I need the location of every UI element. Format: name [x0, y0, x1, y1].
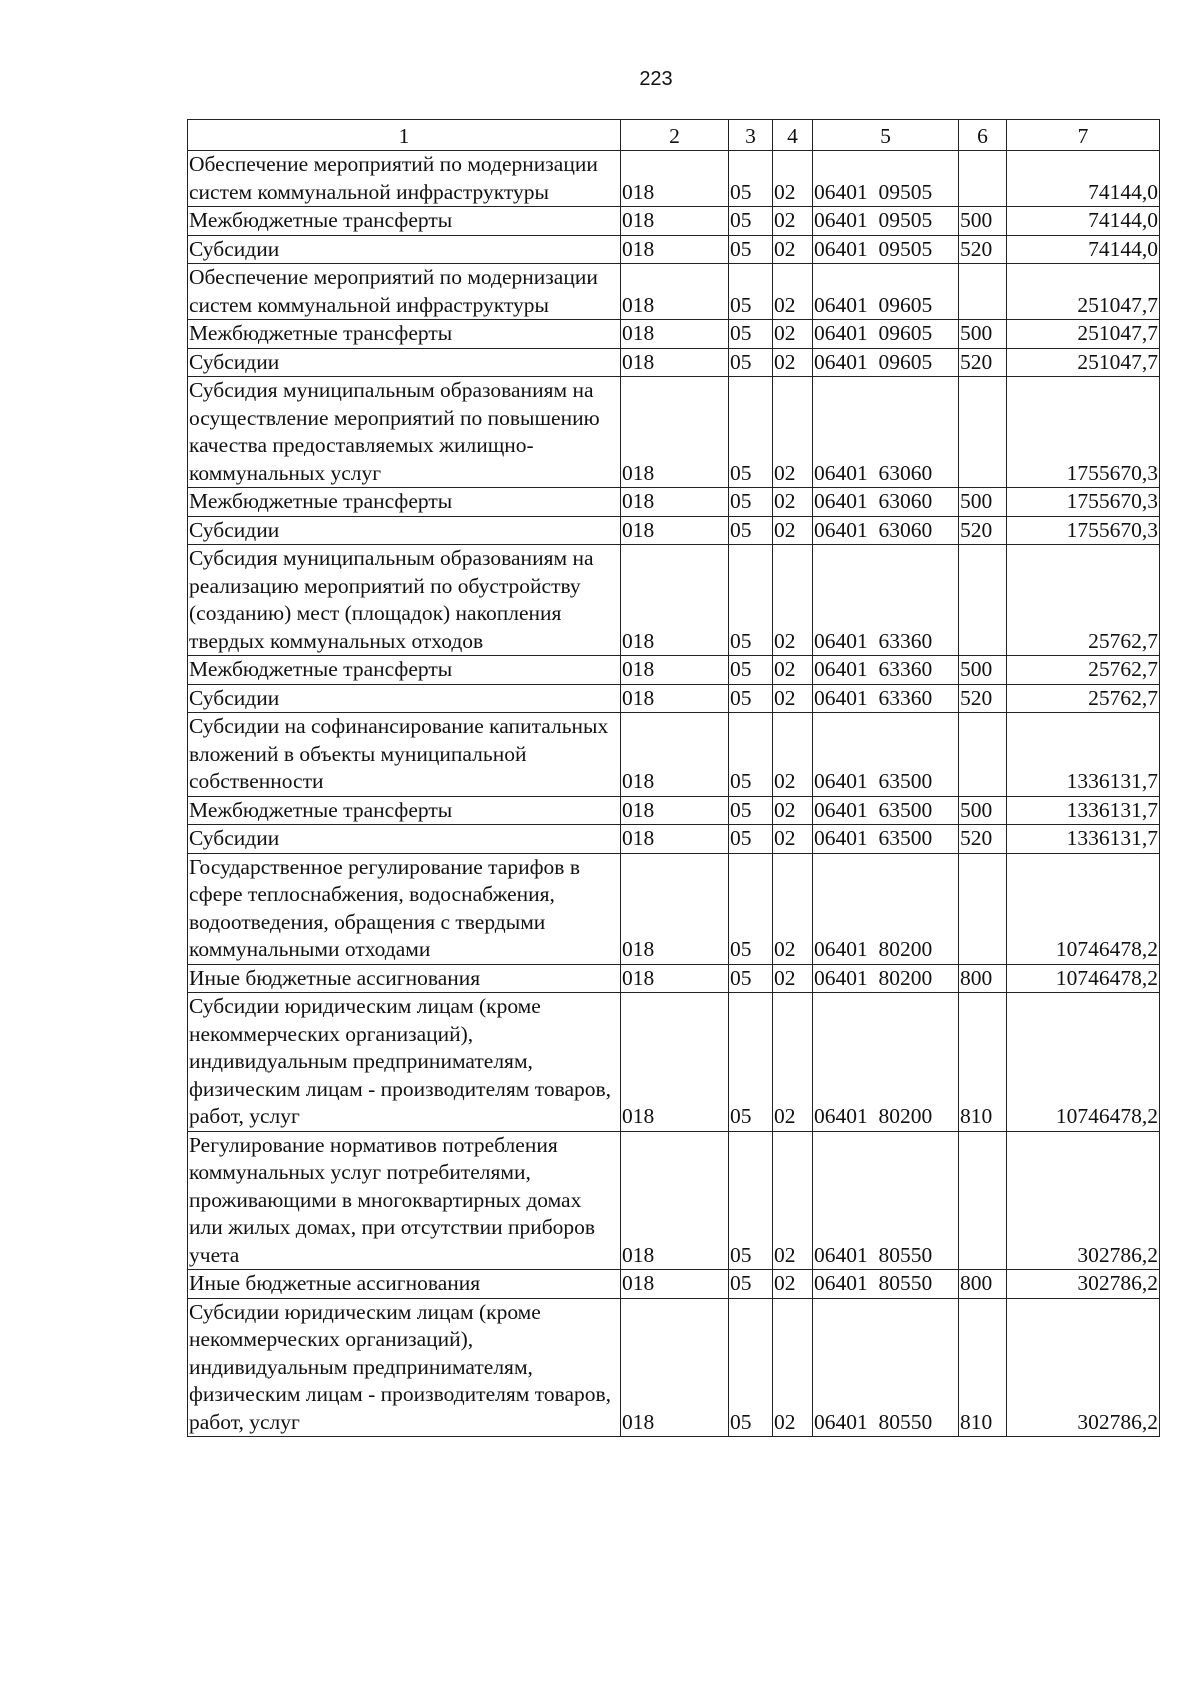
target-article-code: 06401 80200 [813, 964, 959, 993]
row-name: Субсидии [188, 684, 621, 713]
section-code: 05 [729, 796, 773, 825]
table-row [188, 235, 1160, 264]
row-name: Иные бюджетные ассигнования [188, 964, 621, 993]
subsection-code: 02 [773, 1298, 813, 1437]
row-name: Субсидии юридическим лицам (кроме некоммерческих организаций), индивидуальным предпринимателям, физическим лицам - производителям товаров, работ, услуг [188, 1298, 621, 1437]
section-code: 05 [729, 1270, 773, 1299]
section-code: 05 [729, 656, 773, 685]
subsection-code: 02 [773, 1131, 813, 1270]
expense-type-code: 520 [959, 235, 1007, 264]
expense-type-code: 520 [959, 348, 1007, 377]
admin-code: 018 [621, 151, 729, 207]
target-article-code: 06401 09505 [813, 235, 959, 264]
section-code: 05 [729, 377, 773, 488]
amount: 10746478,2 [1007, 964, 1160, 993]
expense-type-code: 500 [959, 488, 1007, 517]
expense-type-code: 500 [959, 320, 1007, 349]
target-article-code: 06401 80200 [813, 853, 959, 964]
row-name: Субсидии [188, 348, 621, 377]
amount: 1336131,7 [1007, 825, 1160, 854]
row-name: Иные бюджетные ассигнования [188, 1270, 621, 1299]
admin-code: 018 [621, 684, 729, 713]
budget-table [187, 119, 1160, 1437]
expense-type-code: 500 [959, 207, 1007, 236]
target-article-code: 06401 63360 [813, 656, 959, 685]
subsection-code: 02 [773, 656, 813, 685]
amount: 251047,7 [1007, 264, 1160, 320]
subsection-code: 02 [773, 684, 813, 713]
subsection-code: 02 [773, 713, 813, 797]
expense-type-code: 500 [959, 796, 1007, 825]
table-row [188, 713, 1160, 797]
admin-code: 018 [621, 796, 729, 825]
expense-type-code: 500 [959, 656, 1007, 685]
table-row [188, 488, 1160, 517]
table-row [188, 853, 1160, 964]
admin-code: 018 [621, 656, 729, 685]
amount: 25762,7 [1007, 656, 1160, 685]
amount: 251047,7 [1007, 320, 1160, 349]
table-row [188, 320, 1160, 349]
row-name: Субсидии [188, 516, 621, 545]
section-code: 05 [729, 320, 773, 349]
subsection-code: 02 [773, 993, 813, 1132]
subsection-code: 02 [773, 235, 813, 264]
row-name: Субсидии на софинансирование капитальных вложений в объекты муниципальной собственности [188, 713, 621, 797]
admin-code: 018 [621, 488, 729, 517]
amount: 25762,7 [1007, 545, 1160, 656]
table-row [188, 1131, 1160, 1270]
table-row [188, 264, 1160, 320]
row-name: Обеспечение мероприятий по модернизации систем коммунальной инфраструктуры [188, 151, 621, 207]
subsection-code: 02 [773, 320, 813, 349]
expense-type-code: 800 [959, 1270, 1007, 1299]
subsection-code: 02 [773, 545, 813, 656]
expense-type-code [959, 264, 1007, 320]
target-article-code: 06401 63060 [813, 377, 959, 488]
section-code: 05 [729, 207, 773, 236]
target-article-code: 06401 63500 [813, 796, 959, 825]
amount: 302786,2 [1007, 1131, 1160, 1270]
row-name: Субсидии [188, 235, 621, 264]
column-header: 4 [773, 120, 813, 151]
target-article-code: 06401 09505 [813, 207, 959, 236]
expense-type-code: 800 [959, 964, 1007, 993]
row-name: Субсидии юридическим лицам (кроме некоммерческих организаций), индивидуальным предпринимателям, физическим лицам - производителям товаров, работ, услуг [188, 993, 621, 1132]
row-name: Субсидия муниципальным образованиям на реализацию мероприятий по обустройству (созданию) мест (площадок) накопления твердых коммунальных отходов [188, 545, 621, 656]
admin-code: 018 [621, 516, 729, 545]
subsection-code: 02 [773, 348, 813, 377]
table-row [188, 377, 1160, 488]
amount: 25762,7 [1007, 684, 1160, 713]
expense-type-code: 520 [959, 825, 1007, 854]
admin-code: 018 [621, 264, 729, 320]
target-article-code: 06401 63060 [813, 488, 959, 517]
column-header: 7 [1007, 120, 1160, 151]
target-article-code: 06401 09605 [813, 264, 959, 320]
admin-code: 018 [621, 964, 729, 993]
row-name: Субсидия муниципальным образованиям на осуществление мероприятий по повышению качества предоставляемых жилищно-коммунальных услуг [188, 377, 621, 488]
subsection-code: 02 [773, 377, 813, 488]
amount: 74144,0 [1007, 207, 1160, 236]
expense-type-code [959, 853, 1007, 964]
target-article-code: 06401 80550 [813, 1131, 959, 1270]
section-code: 05 [729, 348, 773, 377]
subsection-code: 02 [773, 516, 813, 545]
admin-code: 018 [621, 993, 729, 1132]
row-name: Обеспечение мероприятий по модернизации систем коммунальной инфраструктуры [188, 264, 621, 320]
amount: 1336131,7 [1007, 796, 1160, 825]
amount: 1755670,3 [1007, 377, 1160, 488]
subsection-code: 02 [773, 796, 813, 825]
amount: 1755670,3 [1007, 516, 1160, 545]
table-row [188, 684, 1160, 713]
subsection-code: 02 [773, 488, 813, 517]
admin-code: 018 [621, 713, 729, 797]
expense-type-code: 520 [959, 516, 1007, 545]
target-article-code: 06401 63060 [813, 516, 959, 545]
admin-code: 018 [621, 235, 729, 264]
row-name: Субсидии [188, 825, 621, 854]
section-code: 05 [729, 516, 773, 545]
table-row [188, 656, 1160, 685]
row-name: Межбюджетные трансферты [188, 656, 621, 685]
section-code: 05 [729, 684, 773, 713]
target-article-code: 06401 63360 [813, 684, 959, 713]
amount: 10746478,2 [1007, 853, 1160, 964]
row-name: Межбюджетные трансферты [188, 488, 621, 517]
table-row [188, 796, 1160, 825]
row-name: Государственное регулирование тарифов в сфере теплоснабжения, водоснабжения, водоотведения, обращения с твердыми коммунальными отходами [188, 853, 621, 964]
subsection-code: 02 [773, 151, 813, 207]
table-row [188, 1270, 1160, 1299]
amount: 1755670,3 [1007, 488, 1160, 517]
row-name: Межбюджетные трансферты [188, 796, 621, 825]
amount: 74144,0 [1007, 235, 1160, 264]
expense-type-code [959, 545, 1007, 656]
target-article-code: 06401 80200 [813, 993, 959, 1132]
admin-code: 018 [621, 825, 729, 854]
admin-code: 018 [621, 320, 729, 349]
admin-code: 018 [621, 377, 729, 488]
column-header: 1 [188, 120, 621, 151]
target-article-code: 06401 63360 [813, 545, 959, 656]
table-row [188, 348, 1160, 377]
target-article-code: 06401 09605 [813, 348, 959, 377]
section-code: 05 [729, 713, 773, 797]
column-header: 2 [621, 120, 729, 151]
table-row [188, 964, 1160, 993]
subsection-code: 02 [773, 207, 813, 236]
admin-code: 018 [621, 348, 729, 377]
admin-code: 018 [621, 853, 729, 964]
expense-type-code: 810 [959, 993, 1007, 1132]
expense-type-code [959, 713, 1007, 797]
expense-type-code [959, 377, 1007, 488]
subsection-code: 02 [773, 825, 813, 854]
table-row [188, 1298, 1160, 1437]
section-code: 05 [729, 825, 773, 854]
table-row [188, 207, 1160, 236]
amount: 1336131,7 [1007, 713, 1160, 797]
page-number: 223 [639, 68, 673, 90]
section-code: 05 [729, 545, 773, 656]
admin-code: 018 [621, 545, 729, 656]
target-article-code: 06401 80550 [813, 1270, 959, 1299]
table-row [188, 545, 1160, 656]
column-header: 6 [959, 120, 1007, 151]
section-code: 05 [729, 264, 773, 320]
subsection-code: 02 [773, 964, 813, 993]
row-name: Регулирование нормативов потребления коммунальных услуг потребителями, проживающими в многоквартирных домах или жилых домах, при отсутствии приборов учета [188, 1131, 621, 1270]
section-code: 05 [729, 1298, 773, 1437]
target-article-code: 06401 80550 [813, 1298, 959, 1437]
admin-code: 018 [621, 1298, 729, 1437]
row-name: Межбюджетные трансферты [188, 207, 621, 236]
admin-code: 018 [621, 1270, 729, 1299]
subsection-code: 02 [773, 264, 813, 320]
section-code: 05 [729, 488, 773, 517]
table-row [188, 151, 1160, 207]
expense-type-code [959, 151, 1007, 207]
amount: 302786,2 [1007, 1298, 1160, 1437]
table-row [188, 993, 1160, 1132]
target-article-code: 06401 63500 [813, 825, 959, 854]
admin-code: 018 [621, 207, 729, 236]
column-header: 3 [729, 120, 773, 151]
amount: 251047,7 [1007, 348, 1160, 377]
section-code: 05 [729, 1131, 773, 1270]
table-row [188, 516, 1160, 545]
section-code: 05 [729, 235, 773, 264]
expense-type-code [959, 1131, 1007, 1270]
section-code: 05 [729, 151, 773, 207]
target-article-code: 06401 09605 [813, 320, 959, 349]
column-header-row [188, 120, 1160, 151]
amount: 74144,0 [1007, 151, 1160, 207]
section-code: 05 [729, 993, 773, 1132]
target-article-code: 06401 63500 [813, 713, 959, 797]
amount: 302786,2 [1007, 1270, 1160, 1299]
expense-type-code: 520 [959, 684, 1007, 713]
target-article-code: 06401 09505 [813, 151, 959, 207]
admin-code: 018 [621, 1131, 729, 1270]
subsection-code: 02 [773, 853, 813, 964]
subsection-code: 02 [773, 1270, 813, 1299]
expense-type-code: 810 [959, 1298, 1007, 1437]
section-code: 05 [729, 853, 773, 964]
amount: 10746478,2 [1007, 993, 1160, 1132]
column-header: 5 [813, 120, 959, 151]
table-row [188, 825, 1160, 854]
row-name: Межбюджетные трансферты [188, 320, 621, 349]
section-code: 05 [729, 964, 773, 993]
